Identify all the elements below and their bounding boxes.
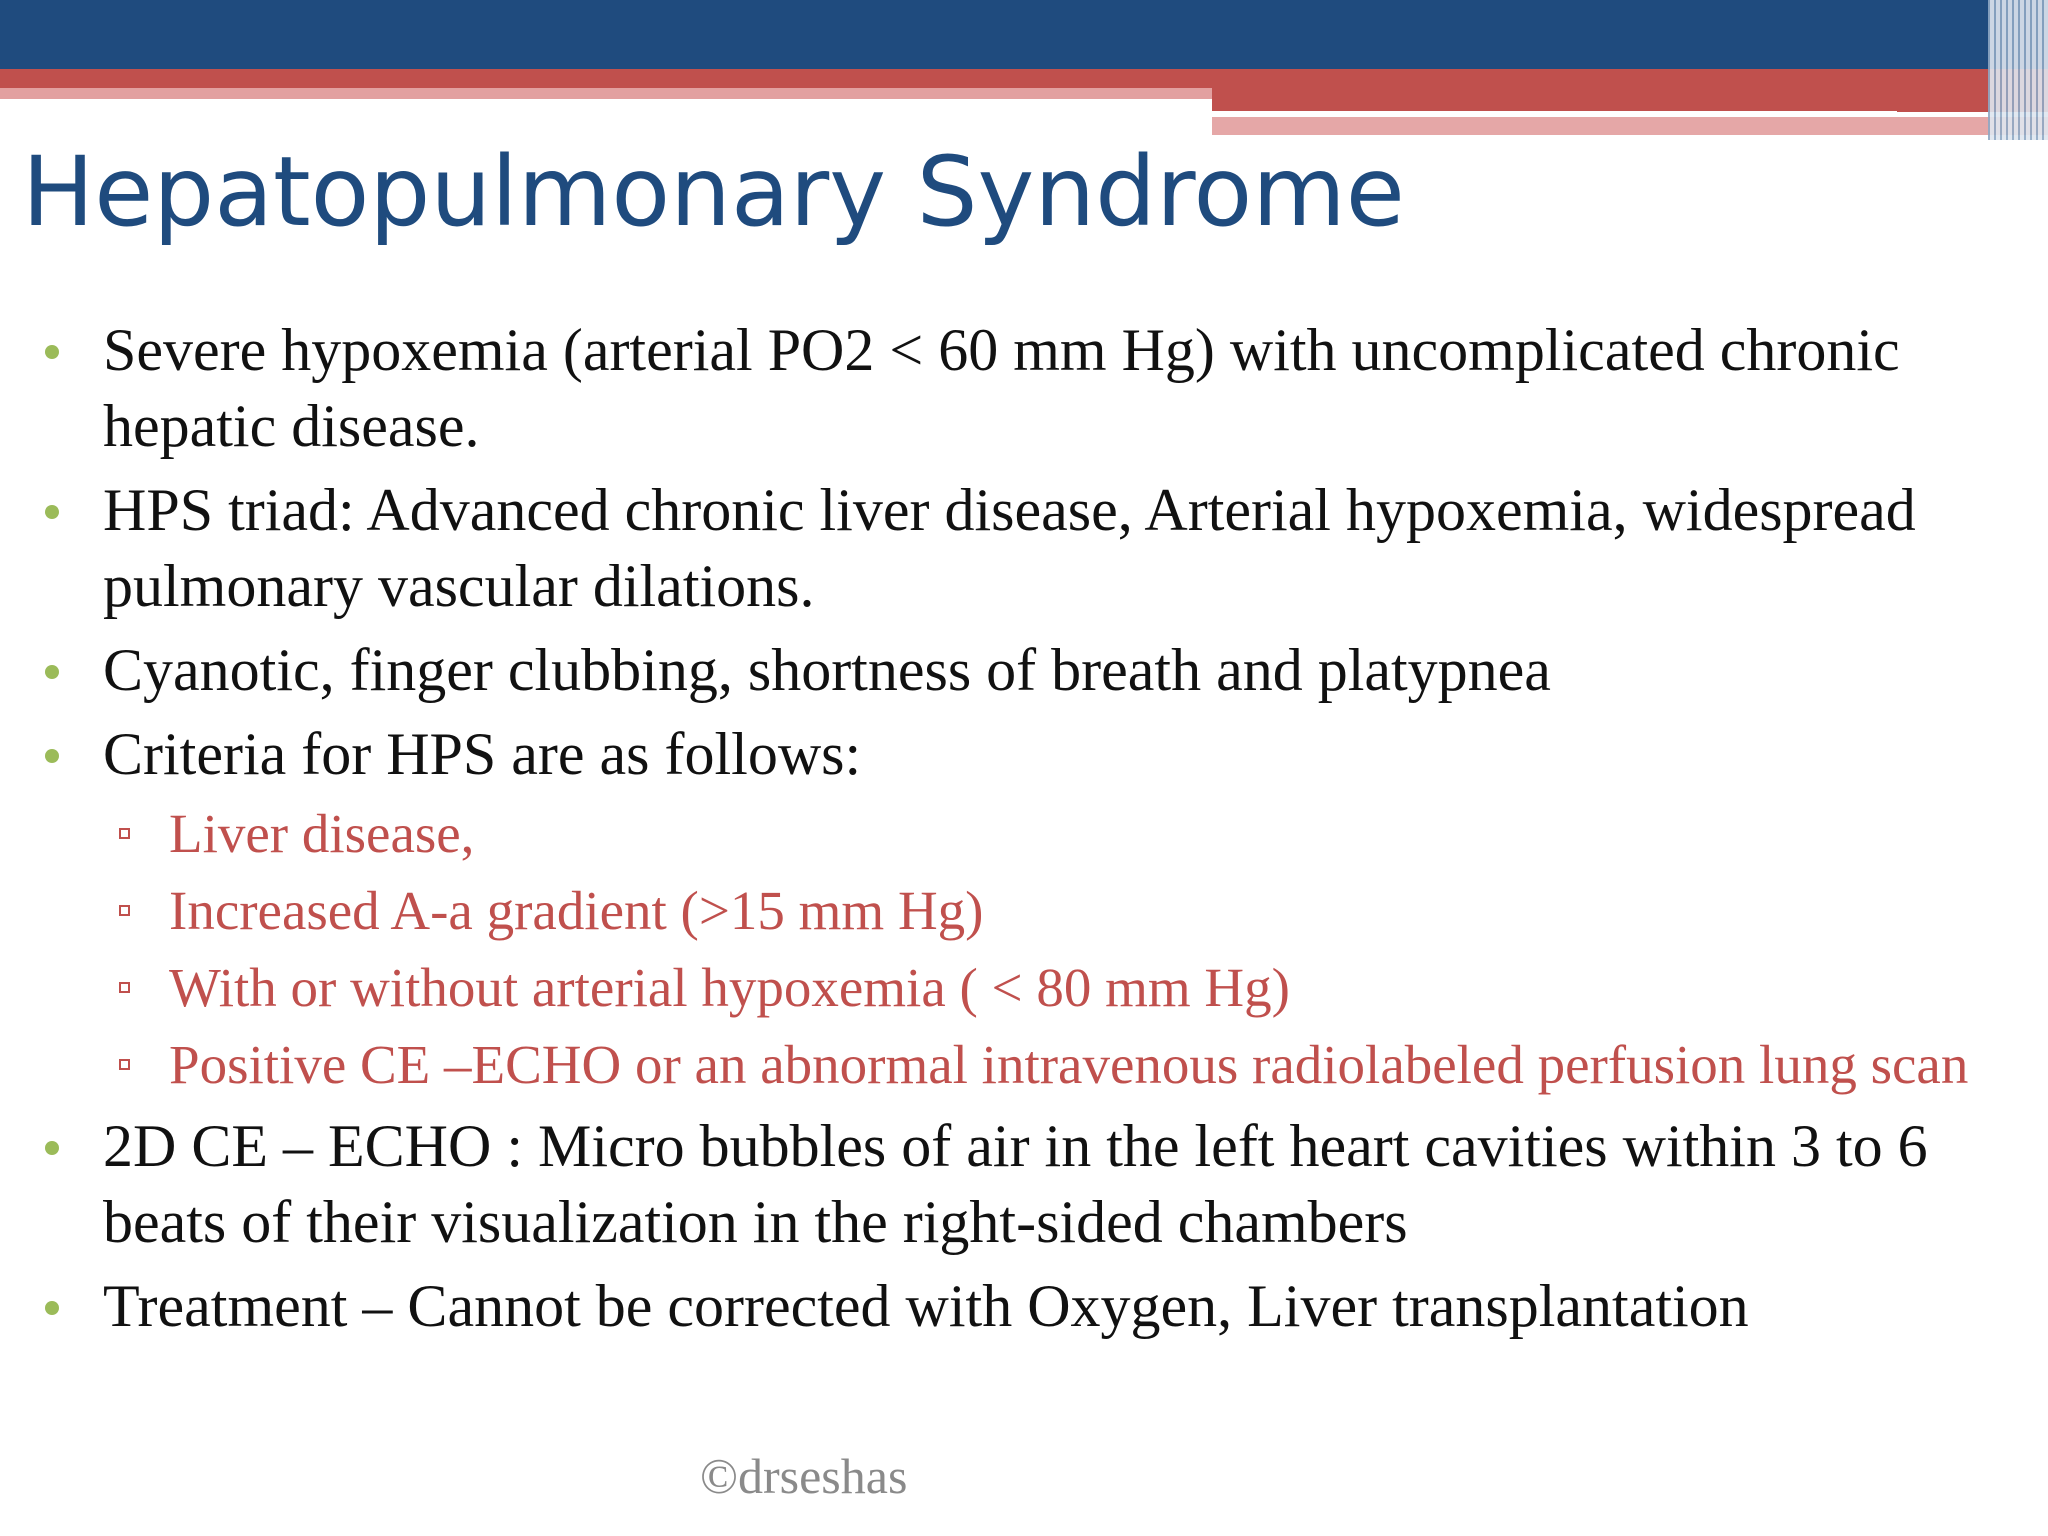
header-bar-blue xyxy=(0,0,2048,69)
watermark: ©drseshas xyxy=(700,1448,908,1504)
bullet-text: Cyanotic, finger clubbing, shortness of breath and platypnea xyxy=(103,637,1551,703)
hollow-square-icon xyxy=(119,905,130,916)
slide-title: Hepatopulmonary Syndrome xyxy=(22,136,1405,248)
bullet-text: Criteria for HPS are as follows: xyxy=(103,721,862,787)
bullet-item xyxy=(40,312,2025,464)
bullet-item xyxy=(40,716,2025,792)
sub-bullet-item xyxy=(40,954,2025,1022)
bullet-text: Treatment – Cannot be corrected with Oxygen, Liver transplantation xyxy=(103,1273,1749,1339)
hollow-square-icon xyxy=(119,1059,130,1070)
sub-bullet-text: Liver disease, xyxy=(169,803,475,864)
bullet-item xyxy=(40,1268,2025,1344)
bullet-item xyxy=(40,1108,2025,1260)
green-dot-icon xyxy=(45,345,59,359)
bullet-text: Severe hypoxemia (arterial PO2 < 60 mm Hg) with uncomplicated chronic hepatic disease. xyxy=(103,317,1900,459)
hollow-square-icon xyxy=(119,982,130,993)
hollow-square-icon xyxy=(119,828,130,839)
sub-bullet-text: With or without arterial hypoxemia ( < 80 mm Hg) xyxy=(169,957,1290,1018)
header-bar-red xyxy=(0,69,2048,88)
green-dot-icon xyxy=(45,1141,59,1155)
header-bar-red-right xyxy=(1212,88,2048,112)
bullet-text: HPS triad: Advanced chronic liver disease, Arterial hypoxemia, widespread pulmonary vascular dilations. xyxy=(103,477,1916,619)
sub-bullet-item xyxy=(40,1031,2025,1099)
bullet-list xyxy=(40,312,2025,1352)
sub-bullet-text: Positive CE –ECHO or an abnormal intravenous radiolabeled perfusion lung scan xyxy=(169,1034,1969,1095)
bullet-item xyxy=(40,632,2025,708)
sub-bullet-item xyxy=(40,877,2025,945)
sub-bullet-text: Increased A-a gradient (>15 mm Hg) xyxy=(169,880,984,941)
bullet-item xyxy=(40,472,2025,624)
green-dot-icon xyxy=(45,1301,59,1315)
green-dot-icon xyxy=(45,749,59,763)
header-bar-pink-left xyxy=(0,88,1212,99)
green-dot-icon xyxy=(45,665,59,679)
bullet-text: 2D CE – ECHO : Micro bubbles of air in the left heart cavities within 3 to 6 beats of their visualization in the right-sided chambers xyxy=(103,1113,1928,1255)
green-dot-icon xyxy=(45,505,59,519)
sub-bullet-item xyxy=(40,800,2025,868)
header-edge-stripes xyxy=(1988,0,2048,140)
